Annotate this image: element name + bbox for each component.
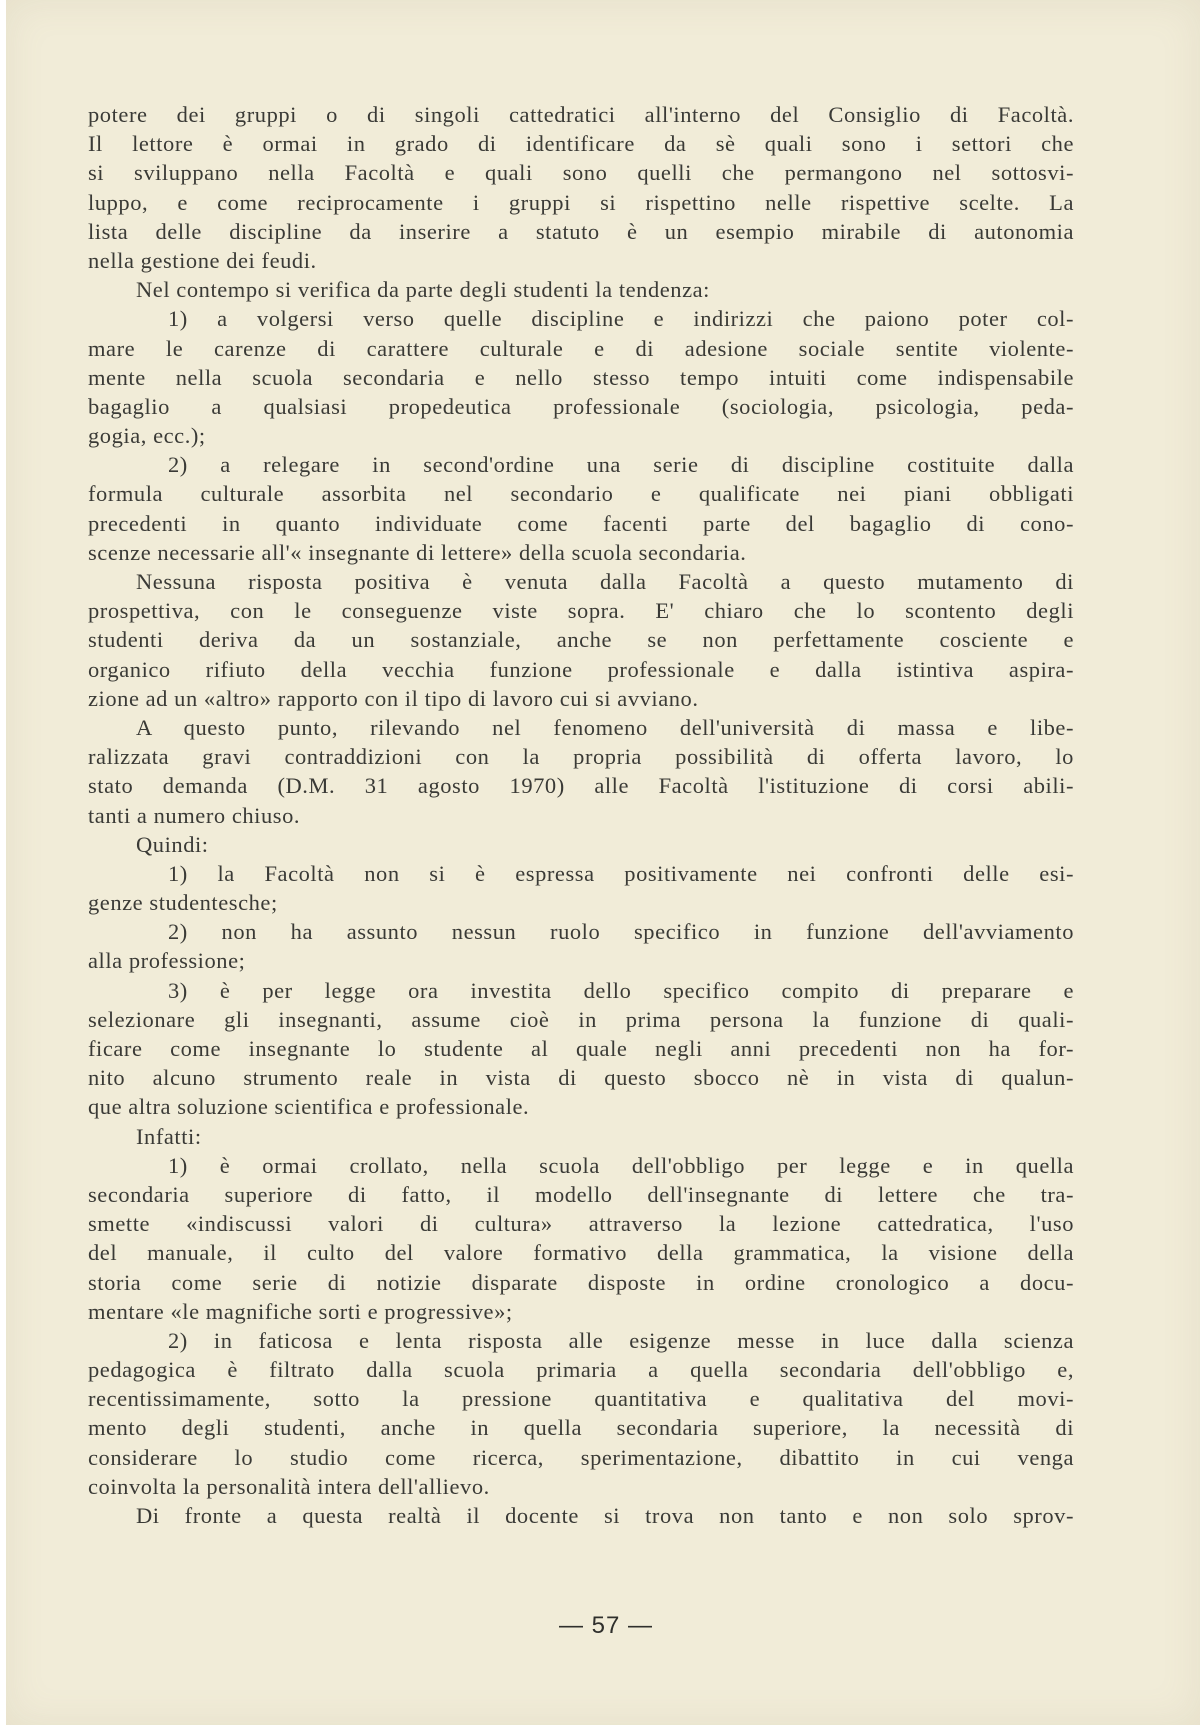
text-line: tanti a numero chiuso. bbox=[88, 802, 301, 828]
text-line: considerare lo studio come ricerca, sperimentazione, dibattito in cui venga bbox=[88, 1444, 1074, 1470]
text-line: que altra soluzione scientifica e professionale. bbox=[88, 1094, 530, 1120]
text-line: 3) è per legge ora investita dello specifico compito di preparare e bbox=[168, 977, 1074, 1003]
text-line: studenti deriva da un sostanziale, anche se non perfettamente cosciente e bbox=[88, 627, 1074, 653]
text-line: storia come serie di notizie disparate disposte in ordine cronologico a docu- bbox=[88, 1269, 1074, 1295]
paper-sheet bbox=[6, 0, 1200, 1725]
body-text bbox=[88, 100, 1074, 1530]
page-number: — 57 — bbox=[558, 1612, 654, 1639]
text-line: mento degli studenti, anche in quella secondaria superiore, la necessità di bbox=[88, 1415, 1074, 1441]
text-line: si sviluppano nella Facoltà e quali sono quelli che permangono nel sottosvi- bbox=[88, 160, 1074, 186]
text-line: 1) a volgersi verso quelle discipline e indirizzi che paiono poter col- bbox=[168, 306, 1074, 332]
text-line: precedenti in quanto individuate come facenti parte del bagaglio di cono- bbox=[88, 510, 1074, 536]
text-line: formula culturale assorbita nel secondario e qualificate nei piani obbligati bbox=[88, 481, 1074, 507]
text-line: scenze necessarie all'« insegnante di lettere» della scuola secondaria. bbox=[88, 539, 747, 565]
text-line: ficare come insegnante lo studente al quale negli anni precedenti non ha for- bbox=[88, 1036, 1074, 1061]
text-line: secondaria superiore di fatto, il modello dell'insegnante di lettere che tra- bbox=[88, 1181, 1074, 1207]
text-line: del manuale, il culto del valore formativo della grammatica, la visione della bbox=[88, 1240, 1074, 1266]
text-line: Il lettore è ormai in grado di identificare da sè quali sono i settori che bbox=[88, 131, 1074, 157]
text-line: 1) è ormai crollato, nella scuola dell'obbligo per legge e in quella bbox=[168, 1152, 1074, 1178]
text-line: mente nella scuola secondaria e nello stesso tempo intuiti come indispensabile bbox=[88, 364, 1074, 390]
text-line: lista delle discipline da inserire a statuto è un esempio mirabile di autonomia bbox=[88, 218, 1074, 244]
text-line: luppo, e come reciprocamente i gruppi si rispettino nelle rispettive scelte. La bbox=[88, 189, 1074, 215]
text-line: stato demanda (D.M. 31 agosto 1970) alle Facoltà l'istituzione di corsi abili- bbox=[88, 773, 1074, 799]
text-line: prospettiva, con le conseguenze viste sopra. E' chiaro che lo scontento degli bbox=[88, 598, 1074, 624]
text-line: 2) in faticosa e lenta risposta alle esigenze messe in luce dalla scienza bbox=[168, 1327, 1074, 1353]
text-line: nito alcuno strumento reale in vista di questo sbocco nè in vista di qualun- bbox=[88, 1065, 1074, 1091]
text-line: 1) la Facoltà non si è espressa positivamente nei confronti delle esi- bbox=[168, 860, 1074, 886]
text-line: pedagogica è filtrato dalla scuola primaria a quella secondaria dell'obbligo e, bbox=[88, 1357, 1074, 1383]
text-line: Quindi: bbox=[136, 831, 209, 857]
text-line: mentare «le magnifiche sorti e progressive»; bbox=[88, 1298, 513, 1324]
text-line: 2) non ha assunto nessun ruolo specifico in funzione dell'avviamento bbox=[168, 919, 1074, 945]
text-line: organico rifiuto della vecchia funzione professionale e dalla istintiva aspira- bbox=[88, 656, 1074, 682]
text-line: recentissimamente, sotto la pressione quantitativa e qualitativa del movi- bbox=[88, 1386, 1074, 1412]
text-line: alla professione; bbox=[88, 948, 246, 974]
text-line: bagaglio a qualsiasi propedeutica professionale (sociologia, psicologia, peda- bbox=[88, 393, 1074, 419]
text-line: coinvolta la personalità intera dell'allievo. bbox=[88, 1473, 490, 1499]
text-line: smette «indiscussi valori di cultura» attraverso la lezione cattedratica, l'uso bbox=[88, 1211, 1074, 1237]
text-line: 2) a relegare in second'ordine una serie di discipline costituite dalla bbox=[168, 452, 1074, 478]
text-line: genze studentesche; bbox=[88, 890, 278, 916]
text-line: Nel contempo si verifica da parte degli studenti la tendenza: bbox=[136, 277, 710, 303]
text-line: Nessuna risposta positiva è venuta dalla Facoltà a questo mutamento di bbox=[136, 569, 1074, 594]
text-line: zione ad un «altro» rapporto con il tipo di lavoro cui si avviano. bbox=[88, 685, 699, 711]
text-line: Di fronte a questa realtà il docente si trova non tanto e non solo sprov- bbox=[136, 1503, 1074, 1528]
text-line: selezionare gli insegnanti, assume cioè in prima persona la funzione di quali- bbox=[88, 1006, 1074, 1032]
text-line: nella gestione dei feudi. bbox=[88, 247, 317, 273]
text-line: A questo punto, rilevando nel fenomeno dell'università di massa e libe- bbox=[136, 714, 1074, 740]
text-line: gogia, ecc.); bbox=[88, 423, 206, 449]
text-line: ralizzata gravi contraddizioni con la propria possibilità di offerta lavoro, lo bbox=[88, 744, 1074, 770]
text-line: potere dei gruppi o di singoli cattedratici all'interno del Consiglio di Facoltà. bbox=[88, 102, 1074, 127]
text-line: mare le carenze di carattere culturale e di adesione sociale sentite violente- bbox=[88, 335, 1074, 361]
text-line: Infatti: bbox=[136, 1123, 202, 1149]
